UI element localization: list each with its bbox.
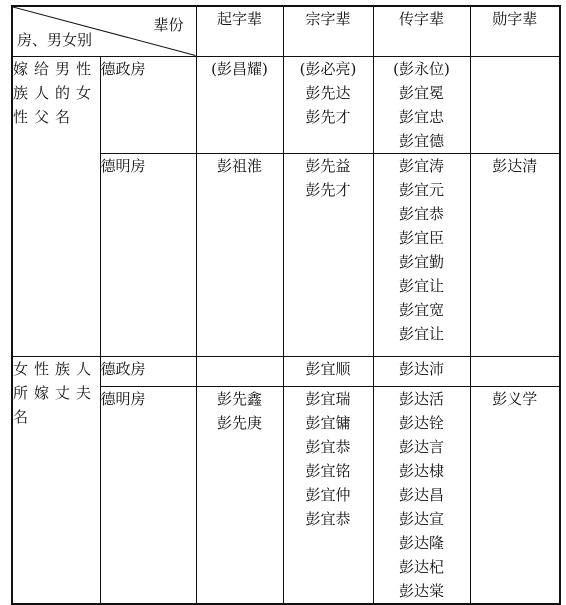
house-label: 德政房 [100,356,196,386]
names-cell: (彭永位) 彭宜冕 彭宜忠 彭宜德 [373,56,470,153]
house-label: 德明房 [100,386,196,604]
column-header-xun: 勋字辈 [470,6,560,56]
names-cell: 彭义学 [470,386,560,604]
names-cell: 彭达清 [470,153,560,356]
names-cell: 彭宜瑞 彭宜镛 彭宜恭 彭宜铭 彭宜仲 彭宜恭 [283,386,373,604]
names-cell [196,356,283,386]
generation-header: 辈份 [153,16,184,34]
house-label: 德明房 [100,153,196,356]
house-label: 德政房 [100,56,196,153]
section-label-husbands: 女性族人 所嫁丈夫 名 [12,356,100,604]
names-cell [470,56,560,153]
column-header-qi: 起字辈 [196,6,283,56]
table-row [12,56,560,153]
names-cell: 彭宜涛 彭宜元 彭宜恭 彭宜臣 彭宜勤 彭宜让 彭宜宽 彭宜让 [373,153,470,356]
names-cell: 彭先益 彭先才 [283,153,373,356]
table-row [12,356,560,386]
column-header-zong: 宗字辈 [283,6,373,56]
names-cell: 彭达沛 [373,356,470,386]
header-corner-cell [12,6,196,56]
names-cell: 彭宜顺 [283,356,373,386]
names-cell: 彭祖淮 [196,153,283,356]
names-cell: 彭达活 彭达铨 彭达言 彭达棣 彭达昌 彭达宣 彭达隆 彭达杞 彭达棠 [373,386,470,604]
house-gender-header: 房、男女别 [17,30,93,49]
genealogy-table [11,5,561,605]
names-cell: (彭必亮) 彭先达 彭先才 [283,56,373,153]
names-cell: 彭先鑫 彭先庚 [196,386,283,604]
names-cell [470,356,560,386]
column-header-chuan: 传字辈 [373,6,470,56]
names-cell: (彭昌耀) [196,56,283,153]
section-label-fathers: 嫁给男性 族人的女 性父名 [12,56,100,356]
